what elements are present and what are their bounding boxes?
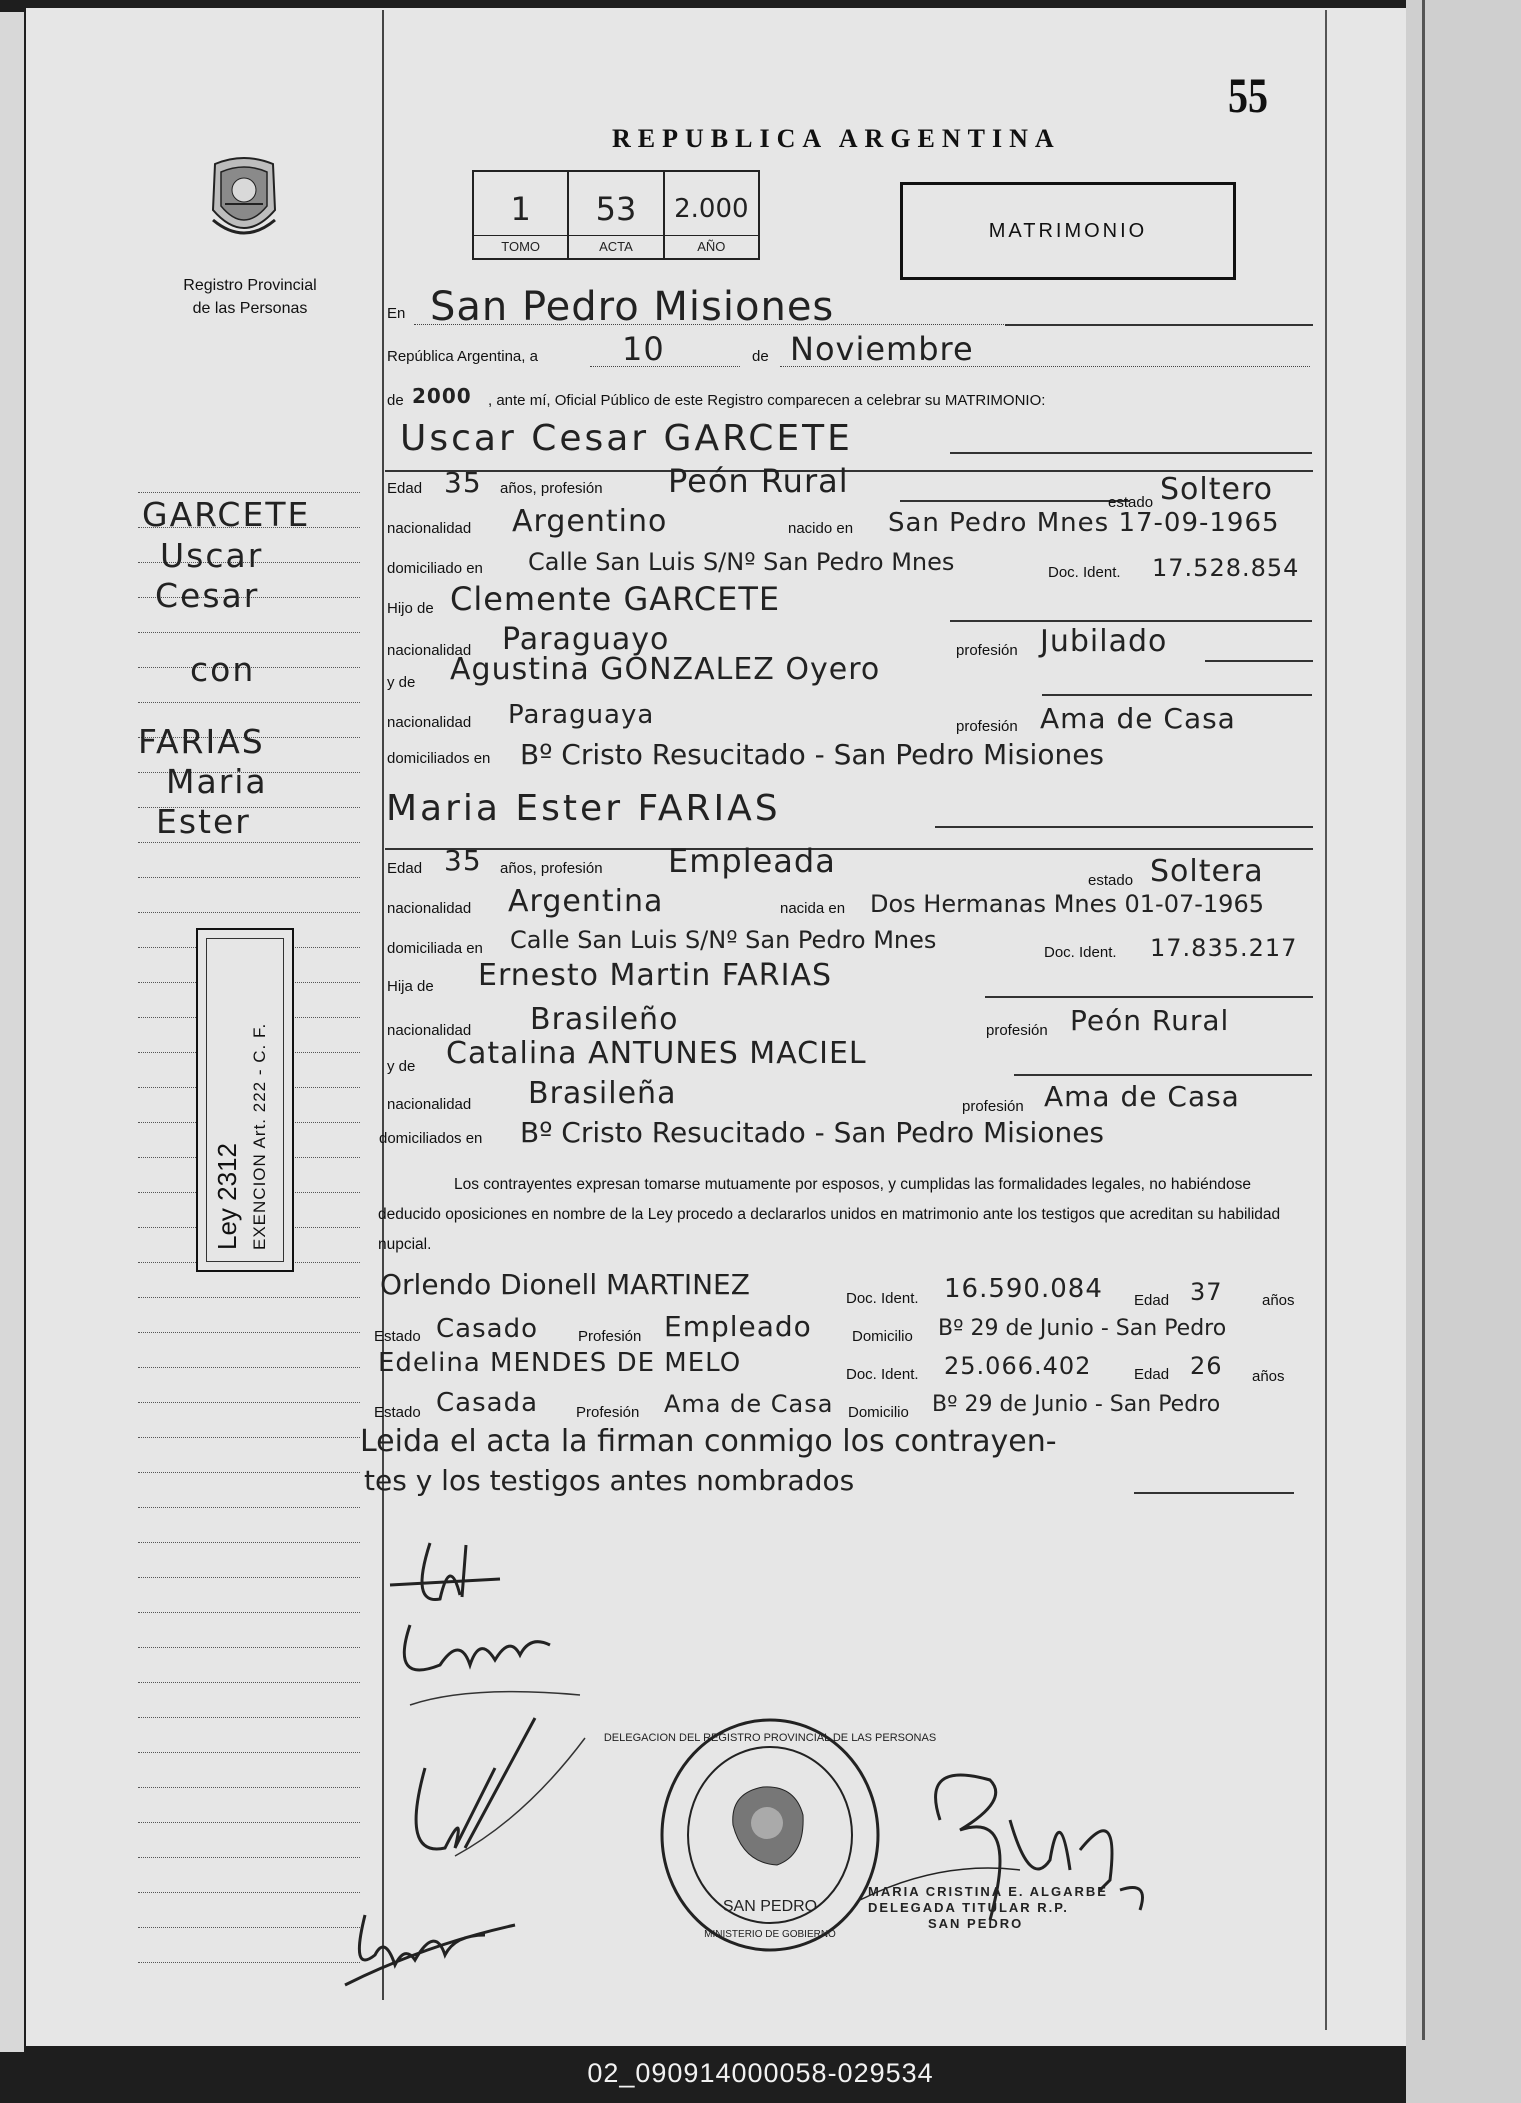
signature-groom-icon — [370, 1535, 580, 1705]
month-value: Noviembre — [790, 330, 974, 368]
bride-mother-nat-label: nacionalidad — [387, 1096, 472, 1113]
groom-parents-dom: Bº Cristo Resucitado - San Pedro Misiones — [520, 738, 1105, 771]
closing-line1: Leida el acta la firman conmigo los contrayen- — [360, 1424, 1057, 1459]
witness2-name: Edelina MENDES DE MELO — [378, 1348, 742, 1378]
ano-label: AÑO — [665, 235, 758, 258]
groom-profesion-label: años, profesión — [500, 480, 603, 497]
witness1-prof-label: Profesión — [578, 1328, 642, 1345]
witness2-edad-label: Edad — [1134, 1366, 1170, 1383]
provincial-seal-icon — [205, 150, 283, 250]
witness1-edad-label: Edad — [1134, 1292, 1170, 1309]
official-seal-icon — [603, 1715, 937, 1955]
margin-groom-name1: Uscar — [160, 536, 264, 575]
bride-father-prof: Peón Rural — [1070, 1004, 1230, 1037]
margin-rule — [138, 877, 360, 878]
margin-rule — [138, 1577, 360, 1578]
margin-rule — [138, 492, 360, 493]
margin-rule — [138, 1927, 360, 1928]
office-label-line1: Registro Provincial — [183, 277, 317, 294]
signature-witness-icon — [345, 1895, 525, 1995]
witness2-dom-label: Domicilio — [848, 1404, 909, 1421]
right-page-edge — [1406, 0, 1521, 2103]
de2-label: de — [387, 392, 404, 409]
margin-rule — [138, 1857, 360, 1858]
tomo-label: TOMO — [474, 235, 567, 258]
witness1-estado-label: Estado — [374, 1328, 421, 1345]
record-type-box: MATRIMONIO — [900, 182, 1236, 280]
stamp-ley: Ley 2312 — [212, 1143, 242, 1250]
groom-estado-label: estado — [1108, 494, 1154, 511]
groom-father: Clemente GARCETE — [450, 580, 781, 618]
exemption-stamp — [196, 928, 294, 1272]
witness1-address: Bº 29 de Junio - San Pedro — [938, 1316, 1227, 1341]
en-label: En — [387, 305, 406, 322]
bride-nationality: Argentina — [508, 884, 664, 919]
country-header: REPUBLICA ARGENTINA — [612, 124, 1061, 153]
groom-mother-prof: Ama de Casa — [1040, 702, 1236, 735]
witness2-estado-label: Estado — [374, 1404, 421, 1421]
bride-full-name: Maria Ester FARIAS — [386, 788, 781, 829]
groom-nacido-label: nacido en — [788, 520, 854, 537]
margin-rule — [138, 1297, 360, 1298]
witness1-anos-label: años — [1262, 1292, 1295, 1309]
witness2-doc: 25.066.402 — [944, 1352, 1092, 1380]
witness1-doc-label: Doc. Ident. — [846, 1290, 919, 1307]
signature-bride-icon — [395, 1708, 595, 1868]
margin-rule — [138, 1472, 360, 1473]
groom-address: Calle San Luis S/Nº San Pedro Mnes — [528, 548, 955, 576]
margin-rule — [138, 1822, 360, 1823]
groom-doc: 17.528.854 — [1152, 554, 1300, 582]
declaration-text: Los contrayentes expresan tomarse mutuamente por esposos, y cumplidas las formalidades legales, no habiéndose deducido oposiciones en nombre de la Ley procedo a declararlos unidos en matrimonio ante los testigos que acreditan su habilidad nupcial. — [378, 1176, 1281, 1253]
ante-text: , ante mí, Oficial Público de este Registro comparecen a celebrar su MATRIMONIO: — [488, 392, 1046, 409]
tomo-cell — [474, 172, 569, 258]
bride-father-prof-label: profesión — [986, 1022, 1048, 1039]
place-value: San Pedro Misiones — [430, 284, 835, 330]
groom-mother-prof-label: profesión — [956, 718, 1018, 735]
bride-domicilio-label: domiciliada en — [387, 940, 483, 957]
bride-estado-label: estado — [1088, 872, 1134, 889]
groom-mother: Agustina GONZALEZ Oyero — [450, 652, 881, 687]
margin-bride-name2: Ester — [156, 802, 251, 841]
bride-mother-prof-label: profesión — [962, 1098, 1024, 1115]
groom-nationality: Argentino — [512, 504, 668, 539]
groom-nacionalidad-label: nacionalidad — [387, 520, 472, 537]
bride-mother: Catalina ANTUNES MACIEL — [446, 1036, 867, 1071]
groom-father-nat: Paraguayo — [502, 622, 670, 657]
margin-groom-surname: GARCETE — [142, 495, 311, 534]
witness2-prof-label: Profesión — [576, 1404, 640, 1421]
margin-rule — [138, 1962, 360, 1963]
de-label: de — [752, 348, 769, 365]
groom-hijo-label: Hijo de — [387, 600, 434, 617]
groom-birth: San Pedro Mnes 17-09-1965 — [888, 508, 1280, 538]
bride-age: 35 — [444, 844, 482, 877]
acta-value: 53 — [595, 190, 637, 228]
margin-rule — [138, 1682, 360, 1683]
bride-father-nat-label: nacionalidad — [387, 1022, 472, 1039]
bride-address: Calle San Luis S/Nº San Pedro Mnes — [510, 926, 937, 954]
groom-estado: Soltero — [1160, 472, 1273, 507]
bride-edad-label: Edad — [387, 860, 423, 877]
witness1-dom-label: Domicilio — [852, 1328, 913, 1345]
margin-rule — [138, 702, 360, 703]
groom-edad-label: Edad — [387, 480, 423, 497]
witness1-name: Orlendo Dionell MARTINEZ — [380, 1268, 750, 1301]
groom-father-prof: Jubilado — [1040, 624, 1168, 659]
margin-bride-surname: FARIAS — [138, 722, 265, 761]
margin-rule — [138, 1437, 360, 1438]
day-value: 10 — [622, 330, 665, 368]
witness1-doc: 16.590.084 — [944, 1274, 1103, 1304]
bride-profesion-label: años, profesión — [500, 860, 603, 877]
witness1-profession: Empleado — [664, 1310, 812, 1343]
margin-rule — [138, 1507, 360, 1508]
bride-mother-nat: Brasileña — [528, 1076, 677, 1111]
year-value: 2000 — [412, 384, 472, 408]
margin-rule — [138, 1332, 360, 1333]
groom-father-prof-label: profesión — [956, 642, 1018, 659]
office-label — [150, 274, 350, 320]
groom-mother-nat: Paraguaya — [508, 700, 655, 730]
margin-rule — [138, 1892, 360, 1893]
registry-box — [472, 170, 760, 260]
office-label-line2: de las Personas — [192, 300, 308, 317]
stamp-exencion: EXENCION Art. 222 - C. F. — [250, 1022, 269, 1250]
groom-doc-label: Doc. Ident. — [1048, 564, 1121, 581]
witness1-age: 37 — [1190, 1278, 1223, 1306]
closing-line2: tes y los testigos antes nombrados — [364, 1464, 855, 1497]
margin-rule — [138, 1542, 360, 1543]
groom-domicilio-label: domiciliado en — [387, 560, 483, 577]
seal-ministry-text: MINISTERIO DE GOBIERNO — [704, 1929, 836, 1940]
tomo-value: 1 — [510, 190, 531, 228]
republica-label: República Argentina, a — [387, 348, 538, 365]
groom-yde-label: y de — [387, 674, 416, 691]
groom-age: 35 — [444, 466, 482, 499]
witness2-anos-label: años — [1252, 1368, 1285, 1385]
ano-cell — [665, 172, 758, 258]
margin-rule — [138, 1752, 360, 1753]
left-page-edge — [0, 12, 24, 2052]
groom-full-name: Uscar Cesar GARCETE — [400, 418, 853, 459]
ano-value: 2.000 — [674, 194, 749, 224]
margin-rule — [138, 1787, 360, 1788]
official-stamp-line2: DELEGADA TITULAR R.P. — [868, 1900, 1069, 1915]
groom-mother-nat-label: nacionalidad — [387, 714, 472, 731]
witness2-profession: Ama de Casa — [664, 1390, 834, 1418]
margin-rule — [138, 1717, 360, 1718]
bride-nacida-label: nacida en — [780, 900, 846, 917]
margin-rule — [138, 842, 360, 843]
margin-rule — [138, 632, 360, 633]
bride-hija-label: Hija de — [387, 978, 434, 995]
bride-parents-dom-label: domiciliados en — [379, 1130, 483, 1147]
page-number: 55 — [1228, 67, 1268, 123]
seal-bottom-text: SAN PEDRO — [722, 1898, 818, 1915]
bride-estado: Soltera — [1150, 854, 1264, 889]
official-stamp — [868, 1884, 1108, 1932]
seal-ring-text: DELEGACION DEL REGISTRO PROVINCIAL DE LAS PERSONAS — [603, 1732, 937, 1744]
official-stamp-line1: MARIA CRISTINA E. ALGARBE — [868, 1884, 1108, 1899]
margin-groom-name2: Cesar — [155, 576, 260, 615]
margin-rule — [138, 912, 360, 913]
margin-bride-name1: Maria — [166, 762, 268, 801]
groom-parents-dom-label: domiciliados en — [387, 750, 491, 767]
bride-father: Ernesto Martin FARIAS — [478, 958, 833, 993]
bride-nacionalidad-label: nacionalidad — [387, 900, 472, 917]
acta-label: ACTA — [569, 235, 662, 258]
bride-doc: 17.835.217 — [1150, 934, 1298, 962]
groom-profession: Peón Rural — [668, 462, 849, 500]
bride-profession: Empleada — [668, 842, 836, 880]
margin-rule — [138, 1402, 360, 1403]
bride-mother-prof: Ama de Casa — [1044, 1080, 1240, 1113]
margin-rule — [138, 1647, 360, 1648]
witness2-doc-label: Doc. Ident. — [846, 1366, 919, 1383]
witness1-estado: Casado — [436, 1314, 538, 1344]
bride-father-nat: Brasileño — [530, 1002, 679, 1037]
official-stamp-line3: SAN PEDRO — [928, 1916, 1024, 1931]
bride-yde-label: y de — [387, 1058, 416, 1075]
groom-father-nat-label: nacionalidad — [387, 642, 472, 659]
margin-connector: con — [190, 650, 256, 689]
margin-rule — [138, 1367, 360, 1368]
witness2-estado: Casada — [436, 1388, 539, 1418]
witness2-age: 26 — [1190, 1352, 1223, 1380]
acta-cell — [569, 172, 664, 258]
witness2-address: Bº 29 de Junio - San Pedro — [932, 1392, 1221, 1417]
bride-birth: Dos Hermanas Mnes 01-07-1965 — [870, 890, 1264, 918]
margin-rule — [138, 1612, 360, 1613]
bride-doc-label: Doc. Ident. — [1044, 944, 1117, 961]
bride-parents-dom: Bº Cristo Resucitado - San Pedro Misiones — [520, 1116, 1105, 1149]
document-id: 02_090914000058-029534 — [587, 2058, 934, 2088]
